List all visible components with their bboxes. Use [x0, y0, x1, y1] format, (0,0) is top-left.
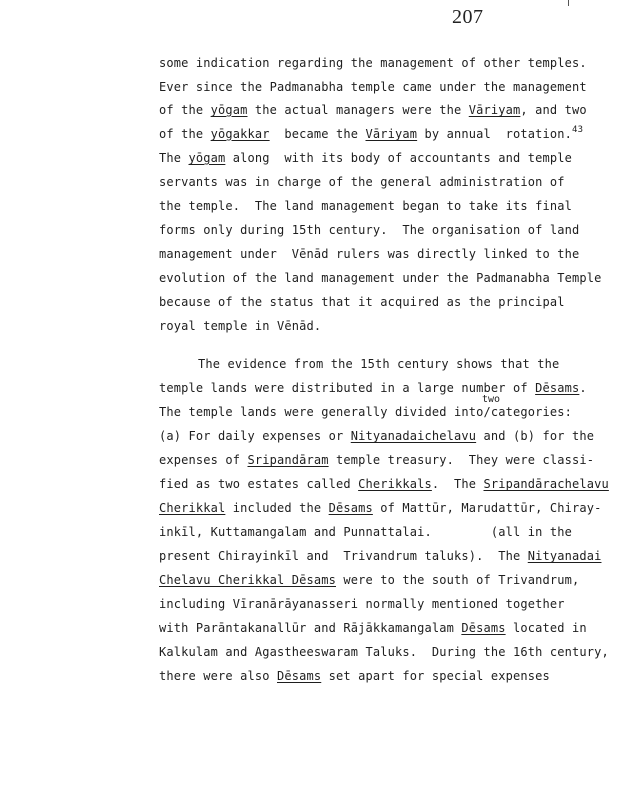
text-line: the temple. The land management began to take its final: [159, 199, 572, 213]
text-run: of the: [159, 127, 211, 141]
text-run: located in: [505, 621, 587, 635]
text-run: expenses of: [159, 453, 248, 467]
text-run: present Chirayinkīl and Trivandrum taluks). The: [159, 549, 528, 563]
text-line: [159, 127, 583, 143]
text-run: of Mattūr, Marudattūr, Chiray-: [372, 501, 602, 515]
underlined-term: yōgakkar: [210, 127, 270, 141]
text-run: along with its body of accountants and temple: [225, 151, 572, 165]
text-line: The evidence from the 15th century shows that the: [198, 357, 560, 371]
text-line: royal temple in Vēnād.: [159, 319, 322, 333]
underlined-term: Dēsams: [535, 381, 580, 395]
underlined-term: Nityanadaichelavu: [350, 429, 477, 443]
text-line: forms only during 15th century. The organisation of land: [159, 223, 580, 237]
underlined-term: Cherikkals: [358, 477, 432, 491]
text-run: temple lands were distributed in a large number of: [159, 381, 536, 395]
text-line: Kalkulam and Agastheeswaram Taluks. During the 16th century,: [159, 645, 609, 659]
underlined-term: Sripandāram: [247, 453, 329, 467]
underlined-term: Nityanadai: [527, 549, 602, 563]
text-line: Ever since the Padmanabha temple came under the management: [159, 80, 587, 94]
page-number: 207: [452, 6, 484, 28]
underlined-term: yōgam: [188, 151, 226, 165]
underlined-term: Dēsams: [461, 621, 506, 635]
text-line: [159, 669, 550, 683]
text-run: of the: [159, 103, 211, 117]
text-line: servants was in charge of the general administration of: [159, 175, 565, 189]
text-line: The temple lands were generally divided into/categories:: [159, 405, 572, 419]
text-line: [159, 621, 587, 635]
text-line: [159, 549, 601, 563]
underlined-term: Dēsams: [328, 501, 373, 515]
text-run: The: [159, 151, 189, 165]
text-line: [159, 501, 602, 515]
text-run: the actual managers were the: [247, 103, 469, 117]
text-run: fied as two estates called: [159, 477, 359, 491]
text-run: . The: [431, 477, 484, 491]
text-run: set apart for special expenses: [321, 669, 550, 683]
underlined-term: Vāriyam: [468, 103, 521, 117]
text-run: .: [579, 381, 587, 395]
handwritten-insert: two: [482, 394, 501, 405]
text-run: were to the south of Trivandrum,: [336, 573, 580, 587]
text-line: evolution of the land management under the Padmanabha Temple: [159, 271, 602, 285]
text-run: there were also: [159, 669, 277, 683]
text-line: inkīl, Kuttamangalam and Punnattalai. (all in the: [159, 525, 572, 539]
text-run: , and two: [520, 103, 587, 117]
text-run: (a) For daily expenses or: [159, 429, 351, 443]
text-line: some indication regarding the management of other temples.: [159, 56, 587, 70]
underlined-term: Vāriyam: [365, 127, 418, 141]
text-line: management under Vēnād rulers was directly linked to the: [159, 247, 580, 261]
text-run: temple treasury. They were classi-: [328, 453, 595, 467]
text-line: [159, 103, 587, 117]
underlined-term: Sripandārachelavu: [483, 477, 609, 491]
underlined-term: Chelavu Cherikkal Dēsams: [159, 573, 336, 587]
underlined-term: yōgam: [210, 103, 248, 117]
text-line: [159, 477, 609, 491]
text-line: [159, 381, 587, 395]
text-line: [159, 151, 572, 165]
margin-tick: [568, 0, 569, 6]
text-line: [159, 453, 594, 467]
footnote-marker: 43: [572, 125, 584, 135]
text-line: [159, 573, 579, 587]
text-run: included the: [225, 501, 329, 515]
underlined-term: Dēsams: [277, 669, 322, 683]
text-line: including Vīranārāyanasseri normally mentioned together: [159, 597, 565, 611]
text-run: became the: [269, 127, 366, 141]
text-line: [159, 429, 594, 443]
text-run: with Parāntakanallūr and Rājākkamangalam: [159, 621, 462, 635]
text-run: by annual rotation.: [417, 127, 572, 141]
underlined-term: Cherikkal: [159, 501, 226, 515]
text-line: because of the status that it acquired as the principal: [159, 295, 565, 309]
text-run: and (b) for the: [476, 429, 595, 443]
